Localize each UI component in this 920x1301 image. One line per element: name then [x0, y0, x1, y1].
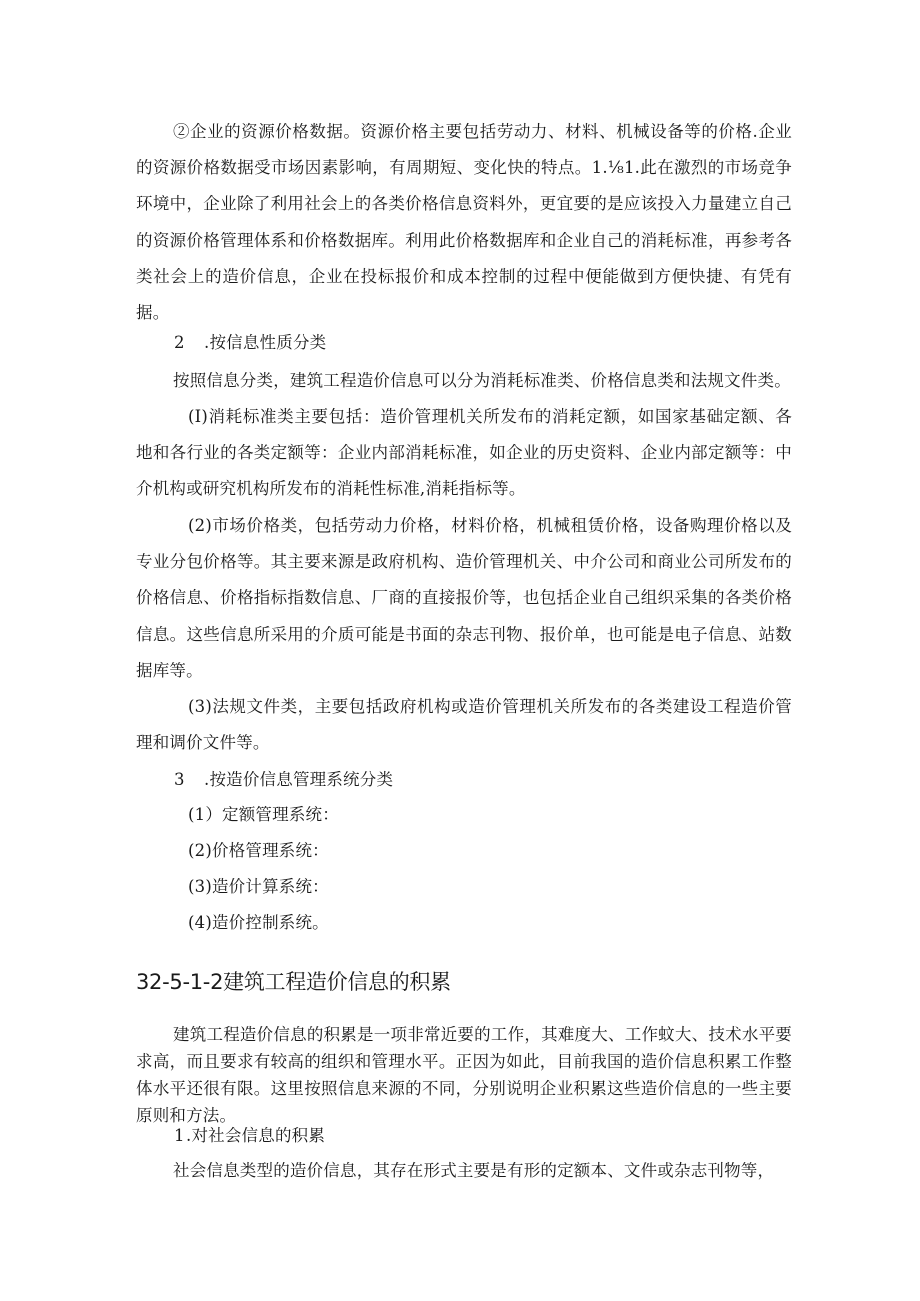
- section-heading-by-nature: [174, 331, 326, 355]
- list-item-price-system: (2)价格管理系统：: [188, 841, 329, 860]
- paragraph-consumption-standards: (I)消耗标准类主要包括：造价管理机关所发布的消耗定额，如国家基础定额、各地和各行业的各类定额等：企业内部消耗标准，如企业的历史资料、企业内部定额等：中介机构或研究机构所发布的消耗性标准,消耗指标等。: [136, 407, 792, 499]
- list-item-quota-system: (1）定额管理系统：: [188, 805, 339, 824]
- section-title: .按造价信息管理系统分类: [204, 770, 394, 789]
- paragraph-accumulation-intro: 建筑工程造价信息的积累是一项非常近要的工作，其难度大、工作蚊大、技术水平要求高，而且要求有较高的组织和管理水平。正因为如此，目前我国的造价信息积累工作整体水平还很有限。这里按照信息来源的不同，分别说明企业积累这些造价信息的一些主要原则和方法。: [136, 1025, 792, 1125]
- paragraph-classification-intro: 按照信息分类，建筑工程造价信息可以分为消耗标准类、价格信息类和法规文件类。: [173, 371, 791, 390]
- section-title: .对社会信息的积累: [186, 1126, 326, 1145]
- section-number: 3: [174, 770, 185, 789]
- chapter-heading: 32-5-1-2建筑工程造价信息的积累: [136, 970, 451, 994]
- list-item-cost-control-system: (4)造价控制系统。: [188, 913, 329, 932]
- paragraph-social-info: 社会信息类型的造价信息，其存在形式主要是有形的定额本、文件或杂志刊物等，: [173, 1161, 775, 1180]
- section-number: 1: [174, 1126, 185, 1145]
- paragraph-regulation-documents: (3)法规文件类，主要包括政府机构或造价管理机关所发布的各类建设工程造价管理和调价文件等。: [136, 697, 792, 753]
- list-item-cost-calc-system: (3)造价计算系统：: [188, 877, 329, 896]
- section-number: 2: [174, 333, 185, 352]
- section-heading-by-system: [174, 768, 393, 792]
- paragraph-market-prices: (2)市场价格类，包括劳动力价格，材料价格，机械租赁价格，设备购理价格以及专业分包价格等。其主要来源是政府机构、造价管理机关、中介公司和商业公司所发布的价格信息、价格指标指数信息、厂商的直接报价等，也包括企业自己组织采集的各类价格信息。这些信息所采用的介质可能是书面的杂志刊物、报价单，也可能是电子信息、站数据库等。: [136, 516, 792, 680]
- paragraph-resource-price-data: ②企业的资源价格数据。资源价格主要包括劳动力、材料、机械设备等的价格.企业的资源价格数据受市场因素影响，有周期短、变化快的特点。1.⅛1.此在激烈的市场竞争环境中，企业除了利用社会上的各类价格信息资料外，更宜要的是应该投入力量建立自己的资源价格管理体系和价格数据库。利用此价格数据库和企业自己的消耗标准，再参考各类社会上的造价信息，企业在投标报价和成本控制的过程中便能做到方便快捷、有凭有据。: [136, 122, 792, 323]
- section-heading-social-info: [174, 1124, 325, 1148]
- section-title: .按信息性质分类: [204, 333, 327, 352]
